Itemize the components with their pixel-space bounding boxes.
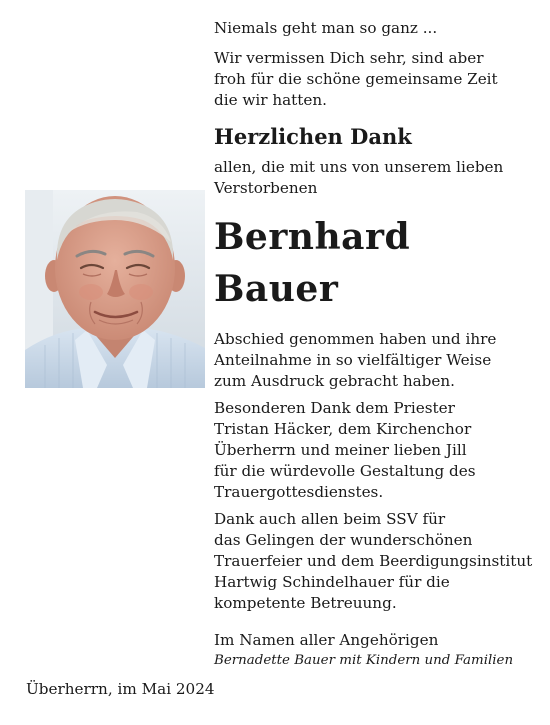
paragraph-priest-thanks: Besonderen Dank dem Priester Tristan Häcker, dem Kirchenchor Überherrn und meiner lieben Jill für die würdevolle Gestaltung des Trauergottesdienstes.	[214, 399, 476, 501]
deceased-name: Bernhard Bauer	[214, 216, 411, 310]
paragraph-missing-you: Wir vermissen Dich sehr, sind aber froh für die schöne gemeinsame Zeit die wir hatten.	[214, 49, 498, 109]
paragraph-condolences: Abschied genommen haben und ihre Anteilnahme in so vielfältiger Weise zum Ausdruck gebracht haben.	[214, 330, 497, 390]
closing-line: Im Namen aller Angehörigen	[214, 631, 439, 649]
motto: Niemals geht man so ganz ...	[214, 19, 438, 37]
family-signature: Bernadette Bauer mit Kindern und Familien	[214, 653, 514, 668]
portrait-illustration	[25, 190, 205, 388]
thanks-heading: Herzlichen Dank	[214, 124, 412, 149]
portrait-photo	[25, 190, 205, 388]
place-and-date: Überherrn, im Mai 2024	[26, 680, 215, 698]
paragraph-thanks-intro: allen, die mit uns von unserem lieben Verstorbenen	[214, 158, 504, 197]
paragraph-club-thanks: Dank auch allen beim SSV für das Gelingen der wunderschönen Trauerfeier und dem Beerdigungsinstitut Hartwig Schindelhauer für die kompetente Betreuung.	[214, 510, 533, 612]
notice-text-column	[214, 18, 534, 670]
